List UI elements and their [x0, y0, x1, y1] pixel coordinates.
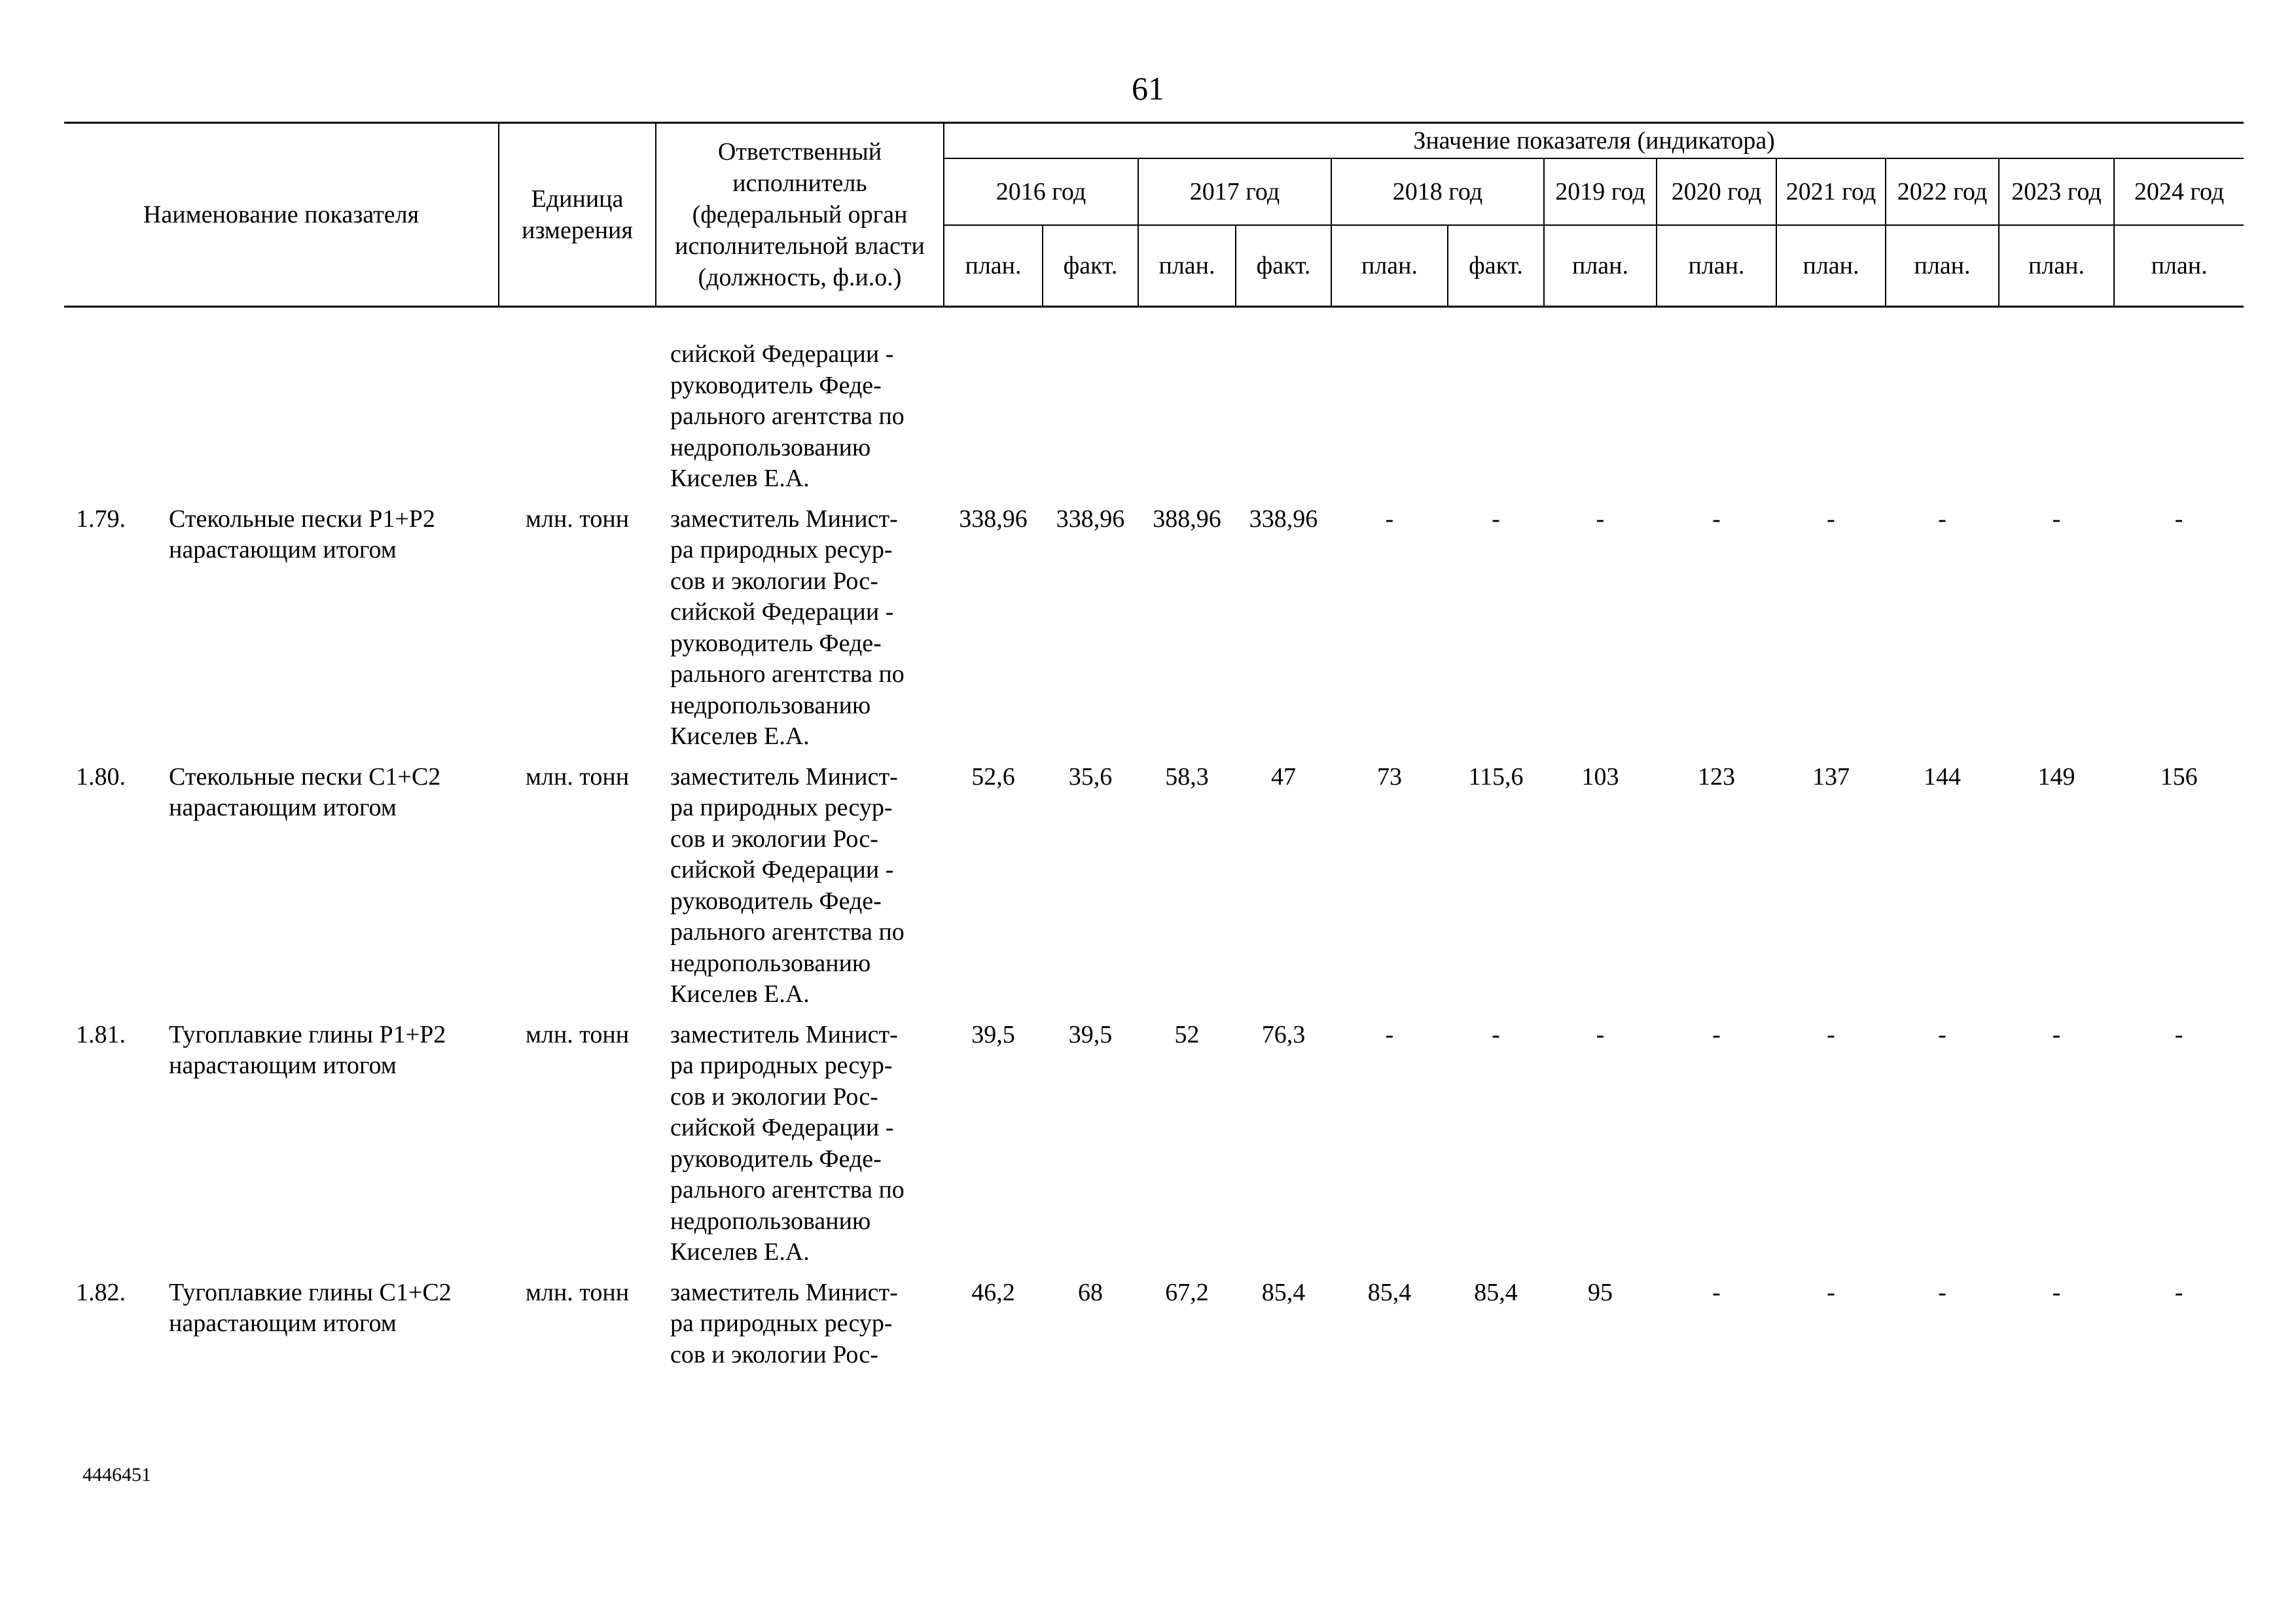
- responsible-cell: заместитель Минист- ра природных ресур- сов и экологии Рос-: [670, 1278, 898, 1368]
- value-cell-2016-fact: 35,6: [1068, 762, 1113, 791]
- value-cell-2018-fact: -: [1492, 505, 1500, 533]
- header-plan-2024: план.: [2114, 225, 2244, 307]
- row-number: 1.81.: [76, 1020, 126, 1048]
- header-year-2020: 2020 год: [1657, 158, 1776, 225]
- header-year-2022: 2022 год: [1886, 158, 1999, 225]
- value-cell-2018-fact: -: [1492, 1020, 1500, 1048]
- value-cell-2017-plan: 58,3: [1165, 762, 1209, 791]
- value-cell-2023-plan: -: [2052, 505, 2061, 533]
- value-cell-2018-plan: 85,4: [1367, 1278, 1412, 1306]
- value-cell-2017-fact: 76,3: [1261, 1020, 1306, 1048]
- value-cell-2023-plan: 149: [2037, 762, 2075, 791]
- responsible-cell: заместитель Минист- ра природных ресур- сов и экологии Рос- сийской Федерации - руководитель Феде- рального агентства по недропользованию Киселев Е.А.: [670, 762, 905, 1008]
- indicator-name-cell: [64, 504, 499, 762]
- value-cell-2021-plan: -: [1827, 1278, 1835, 1306]
- indicator-name-cell: [64, 1020, 499, 1277]
- header-value-group: Значение показателя (индикатора): [944, 123, 2244, 159]
- header-year-2016: 2016 год: [944, 158, 1138, 225]
- value-cell-2023-plan: -: [2052, 1020, 2061, 1048]
- value-cell-2022-plan: -: [1938, 1278, 1946, 1306]
- indicator-name-layout: [64, 762, 499, 833]
- value-cell-2016-fact: 338,96: [1056, 505, 1125, 533]
- value-cell-2024-plan: 156: [2160, 762, 2198, 791]
- continuation-unit-cell: [499, 339, 656, 504]
- value-cell-2017-fact: 85,4: [1261, 1278, 1306, 1306]
- value-cell-2017-fact: 338,96: [1249, 505, 1318, 533]
- continuation-name-cell: [64, 339, 499, 504]
- value-cell-2022-plan: -: [1938, 1020, 1946, 1048]
- value-cell-2017-plan: 388,96: [1153, 505, 1221, 533]
- value-cell-2024-plan: -: [2174, 1278, 2183, 1306]
- indicator-name-cell: [64, 762, 499, 1020]
- header-plan-2022: план.: [1886, 225, 1999, 307]
- value-cell-2022-plan: -: [1938, 505, 1946, 533]
- header-plan-2021: план.: [1776, 225, 1886, 307]
- header-fact-2016: факт.: [1043, 225, 1138, 307]
- header-plan-2018: план.: [1331, 225, 1448, 307]
- header-fact-2018: факт.: [1448, 225, 1544, 307]
- header-plan-2017: план.: [1138, 225, 1236, 307]
- indicator-name: Тугоплавкие глины Р1+Р2 нарастающим итогом: [169, 1020, 446, 1079]
- header-plan-2016: план.: [944, 225, 1043, 307]
- indicator-name: Стекольные пески С1+С2 нарастающим итогом: [169, 762, 441, 821]
- continuation-values-cell: [944, 339, 2244, 504]
- table-row: [64, 762, 2244, 1020]
- header-indicator-name: Наименование показателя: [64, 123, 499, 307]
- indicator-name-layout: [64, 1277, 499, 1340]
- value-cell-2020-plan: -: [1712, 1020, 1721, 1048]
- header-plan-2020: план.: [1657, 225, 1776, 307]
- value-cell-2022-plan: 144: [1924, 762, 1961, 791]
- indicator-table-wrap: [64, 122, 2244, 1370]
- value-cell-2020-plan: 123: [1698, 762, 1735, 791]
- header-year-2021: 2021 год: [1776, 158, 1886, 225]
- row-number: 1.82.: [76, 1278, 126, 1306]
- table-row: [64, 504, 2244, 762]
- table-row: [64, 1277, 2244, 1371]
- header-fact-2017: факт.: [1236, 225, 1331, 307]
- value-cell-2020-plan: -: [1712, 505, 1721, 533]
- value-cell-2021-plan: -: [1827, 505, 1835, 533]
- header-plan-2019: план.: [1544, 225, 1657, 307]
- value-cell-2018-fact: 115,6: [1468, 762, 1524, 791]
- value-cell-2018-fact: 85,4: [1474, 1278, 1518, 1306]
- header-year-2018: 2018 год: [1331, 158, 1544, 225]
- header-plan-2023: план.: [1999, 225, 2114, 307]
- value-cell-2016-plan: 39,5: [971, 1020, 1015, 1048]
- header-responsible: Ответственный исполнитель (федеральный орган исполнительной власти (должность, ф.и.о.): [656, 123, 944, 307]
- value-cell-2019-plan: -: [1596, 505, 1605, 533]
- header-unit: Единица измерения: [499, 123, 656, 307]
- value-cell-2021-plan: 137: [1812, 762, 1850, 791]
- page-number: 61: [1132, 70, 1164, 107]
- header-year-2019: 2019 год: [1544, 158, 1657, 225]
- value-cell-2020-plan: -: [1712, 1278, 1721, 1306]
- value-cell-2019-plan: 103: [1581, 762, 1619, 791]
- value-cell-2019-plan: -: [1596, 1020, 1605, 1048]
- table-header: [64, 123, 2244, 307]
- value-cell-2016-plan: 52,6: [971, 762, 1015, 791]
- unit-cell: млн. тонн: [525, 1278, 630, 1306]
- value-cell-2017-fact: 47: [1271, 762, 1296, 791]
- table-spacer: [64, 307, 2244, 340]
- header-year-2023: 2023 год: [1999, 158, 2114, 225]
- value-cell-2019-plan: 95: [1588, 1278, 1613, 1306]
- table-body: [64, 307, 2244, 1371]
- unit-cell: млн. тонн: [525, 505, 630, 533]
- continuation-row: [64, 339, 2244, 504]
- indicator-name-layout: [64, 504, 499, 575]
- document-footer-code: 4446451: [82, 1464, 151, 1486]
- value-cell-2018-plan: 73: [1377, 762, 1402, 791]
- indicator-table: [64, 122, 2244, 1370]
- value-cell-2016-plan: 46,2: [971, 1278, 1015, 1306]
- value-cell-2016-plan: 338,96: [959, 505, 1028, 533]
- row-number: 1.79.: [76, 505, 126, 533]
- header-year-2017: 2017 год: [1138, 158, 1331, 225]
- value-cell-2018-plan: -: [1385, 505, 1394, 533]
- header-year-2024: 2024 год: [2114, 158, 2244, 225]
- indicator-name: Стекольные пески Р1+Р2 нарастающим итогом: [169, 505, 435, 563]
- responsible-cell: заместитель Минист- ра природных ресур- сов и экологии Рос- сийской Федерации - руководитель Феде- рального агентства по недропользованию Киселев Е.А.: [670, 1020, 905, 1266]
- value-cell-2024-plan: -: [2174, 1020, 2183, 1048]
- responsible-cell: заместитель Минист- ра природных ресур- сов и экологии Рос- сийской Федерации - руководитель Феде- рального агентства по недропользованию Киселев Е.А.: [670, 505, 905, 750]
- indicator-name-cell: [64, 1277, 499, 1371]
- value-cell-2018-plan: -: [1385, 1020, 1394, 1048]
- continuation-responsible: сийской Федерации - руководитель Феде- рального агентства по недропользованию Киселев Е.А.: [670, 340, 905, 492]
- value-cell-2023-plan: -: [2052, 1278, 2061, 1306]
- indicator-name: Тугоплавкие глины С1+С2 нарастающим итогом: [169, 1278, 452, 1337]
- unit-cell: млн. тонн: [525, 1020, 630, 1048]
- value-cell-2024-plan: -: [2174, 505, 2183, 533]
- row-number: 1.80.: [76, 762, 126, 791]
- table-row: [64, 1020, 2244, 1277]
- value-cell-2021-plan: -: [1827, 1020, 1835, 1048]
- indicator-name-layout: [64, 1020, 499, 1091]
- value-cell-2017-plan: 52: [1174, 1020, 1200, 1048]
- value-cell-2017-plan: 67,2: [1165, 1278, 1209, 1306]
- value-cell-2016-fact: 68: [1078, 1278, 1103, 1306]
- value-cell-2016-fact: 39,5: [1068, 1020, 1113, 1048]
- unit-cell: млн. тонн: [525, 762, 630, 791]
